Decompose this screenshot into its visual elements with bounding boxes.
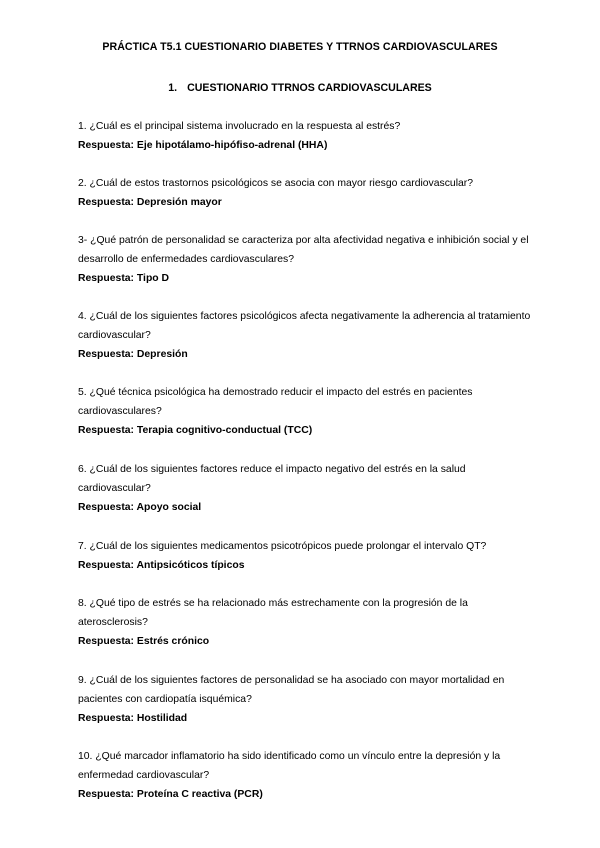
question-block-6: [78, 460, 518, 517]
answer-text: Respuesta: Proteína C reactiva (PCR): [78, 789, 263, 800]
answer-text: Respuesta: Terapia cognitivo-conductual (TCC): [78, 425, 313, 436]
question-text: 9. ¿Cuál de los siguientes factores de personalidad se ha asociado con mayor mortalidad en pacientes con cardiopatía isquémica?: [78, 675, 505, 705]
question-text: 10. ¿Qué marcador inflamatorio ha sido identificado como un vínculo entre la depresión y la enfermedad cardiovascular?: [78, 751, 501, 781]
question-block-3: [78, 231, 568, 288]
question-text: 3- ¿Qué patrón de personalidad se caracteriza por alta afectividad negativa e inhibición social y el desarrollo de enfermedades cardiovasculares?: [78, 235, 529, 265]
section-heading: [0, 82, 600, 94]
answer-text: Respuesta: Apoyo social: [78, 502, 202, 513]
question-block-5: [78, 383, 508, 440]
answer-text: Respuesta: Depresión mayor: [78, 197, 222, 208]
question-text: 4. ¿Cuál de los siguientes factores psicológicos afecta negativamente la adherencia al tratamiento cardiovascular?: [78, 311, 531, 341]
question-block-1: [78, 117, 558, 155]
answer-text: Respuesta: Depresión: [78, 349, 188, 360]
section-number: 1.: [168, 82, 178, 94]
question-text: 7. ¿Cuál de los siguientes medicamentos psicotrópicos puede prolongar el intervalo QT?: [78, 541, 487, 552]
question-block-9: [78, 671, 543, 728]
answer-text: Respuesta: Antipsicóticos típicos: [78, 560, 245, 571]
document-title: PRÁCTICA T5.1 CUESTIONARIO DIABETES Y TTRNOS CARDIOVASCULARES: [102, 41, 498, 53]
section-title-text: CUESTIONARIO TTRNOS CARDIOVASCULARES: [187, 82, 432, 94]
answer-text: Respuesta: Estrés crónico: [78, 636, 210, 647]
answer-text: Respuesta: Tipo D: [78, 273, 170, 284]
question-text: 6. ¿Cuál de los siguientes factores reduce el impacto negativo del estrés en la salud cardiovascular?: [78, 464, 466, 494]
question-block-2: [78, 174, 558, 212]
question-block-7: [78, 537, 558, 575]
question-text: 1. ¿Cuál es el principal sistema involucrado en la respuesta al estrés?: [78, 121, 401, 132]
question-block-8: [78, 594, 518, 651]
answer-text: Respuesta: Eje hipotálamo-hipófiso-adrenal (HHA): [78, 140, 328, 151]
question-text: 5. ¿Qué técnica psicológica ha demostrado reducir el impacto del estrés en pacientes cardiovasculares?: [78, 387, 473, 417]
question-text: 8. ¿Qué tipo de estrés se ha relacionado más estrechamente con la progresión de la aterosclerosis?: [78, 598, 468, 628]
question-text: 2. ¿Cuál de estos trastornos psicológicos se asocia con mayor riesgo cardiovascular?: [78, 178, 474, 189]
question-block-4: [78, 307, 538, 364]
answer-text: Respuesta: Hostilidad: [78, 713, 188, 724]
question-block-10: [78, 747, 543, 804]
